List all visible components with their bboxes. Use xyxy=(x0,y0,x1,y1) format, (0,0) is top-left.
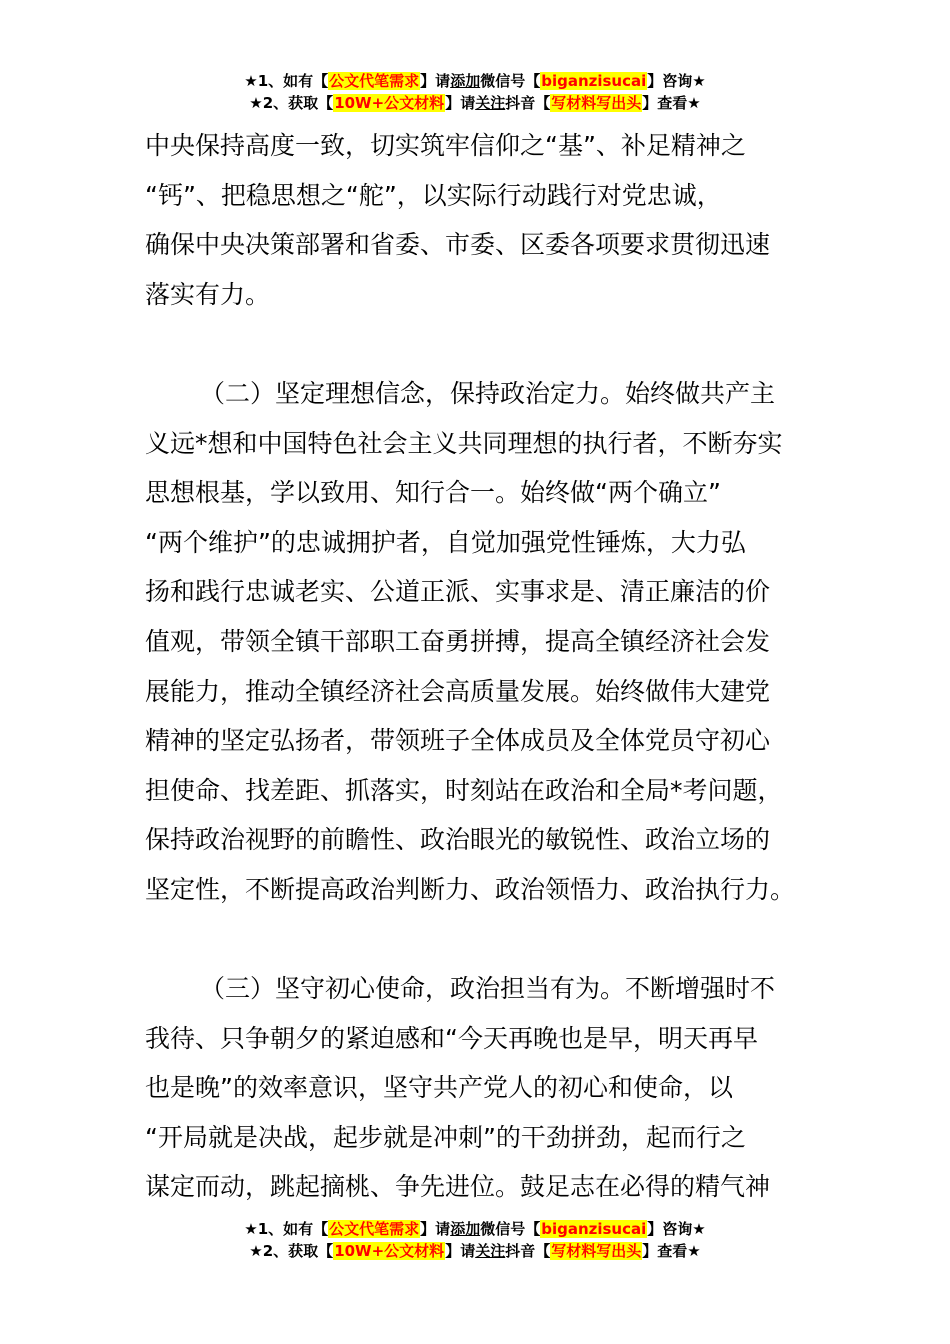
banner-underlined-text: 关注 xyxy=(475,94,506,112)
banner-text: 抖音【 xyxy=(505,94,551,112)
text-line: 我待、只争朝夕的紧迫感和“今天再晚也是早，明天再早 xyxy=(145,1023,758,1053)
document-body xyxy=(145,121,807,1212)
banner-text: ★1、如有【 xyxy=(244,1220,329,1238)
text-line: “钙”、把稳思想之“舵”，以实际行动践行对党忠诚， xyxy=(145,180,722,210)
banner-text: 】请 xyxy=(445,94,476,112)
banner-underlined-text: 添加 xyxy=(450,1220,481,1238)
text-line: 谋定而动，跳起摘桃、争先进位。鼓足志在必得的精气神 xyxy=(145,1172,771,1202)
footer-banner xyxy=(0,1218,950,1262)
text-line: 中央保持高度一致，切实筑牢信仰之“基”、补足精神之 xyxy=(145,131,746,160)
text-line: 义远*想和中国特色社会主义共同理想的执行者，不断夯实 xyxy=(145,428,783,458)
paragraph xyxy=(145,369,807,915)
banner-line-2 xyxy=(0,1240,950,1262)
header-banner xyxy=(0,70,950,114)
banner-text: 】请 xyxy=(420,72,451,90)
banner-text: 】咨询★ xyxy=(647,1220,706,1238)
text-line: 确保中央决策部署和省委、市委、区委各项要求贯彻迅速 xyxy=(145,230,771,260)
banner-highlight: 写材料写出头 xyxy=(551,1242,642,1260)
banner-text: 】查看★ xyxy=(642,94,701,112)
text-line: 值观，带领全镇干部职工奋勇拼搏，提高全镇经济社会发 xyxy=(145,626,771,656)
banner-highlight: biganzisucai xyxy=(541,72,647,90)
banner-text: 】请 xyxy=(445,1242,476,1260)
text-line: 落实有力。 xyxy=(145,279,271,309)
text-line: （二）坚定理想信念，保持政治定力。始终做共产主 xyxy=(200,378,776,408)
banner-highlight: 写材料写出头 xyxy=(551,94,642,112)
text-line: （三）坚守初心使命，政治担当有为。不断增强时不 xyxy=(200,974,776,1004)
banner-line-1 xyxy=(0,70,950,92)
banner-text: ★1、如有【 xyxy=(244,72,329,90)
banner-text: ★2、获取【 xyxy=(249,94,334,112)
banner-highlight: 公文代笔需求 xyxy=(329,72,420,90)
text-line: 精神的坚定弘扬者，带领班子全体成员及全体党员守初心 xyxy=(145,726,771,756)
paragraph xyxy=(145,121,807,319)
banner-highlight: 公文代笔需求 xyxy=(329,1220,420,1238)
text-line: “开局就是决战，起步就是冲刺”的干劲拼劲，起而行之 xyxy=(145,1122,746,1152)
banner-highlight: 10W+公文材料 xyxy=(334,94,445,112)
banner-text: 微信号【 xyxy=(480,1220,541,1238)
text-line: “两个维护”的忠诚拥护者，自觉加强党性锤炼，大力弘 xyxy=(145,527,746,557)
paragraph xyxy=(145,964,807,1212)
text-line: 保持政治视野的前瞻性、政治眼光的敏锐性、政治立场的 xyxy=(145,825,771,855)
banner-text: 抖音【 xyxy=(505,1242,551,1260)
text-line: 展能力，推动全镇经济社会高质量发展。始终做伟大建党 xyxy=(145,676,771,706)
banner-line-1 xyxy=(0,1218,950,1240)
banner-highlight: biganzisucai xyxy=(541,1220,647,1238)
banner-text: ★2、获取【 xyxy=(249,1242,334,1260)
text-line: 也是晚”的效率意识，坚守共产党人的初心和使命，以 xyxy=(145,1073,733,1103)
text-line: 担使命、找差距、抓落实，时刻站在政治和全局*考问题， xyxy=(145,775,783,805)
banner-underlined-text: 添加 xyxy=(450,72,481,90)
text-line: 坚定性，不断提高政治判断力、政治领悟力、政治执行力。 xyxy=(145,874,796,904)
banner-text: 】查看★ xyxy=(642,1242,701,1260)
text-line: 思想根基，学以致用、知行合一。始终做“两个确立” xyxy=(145,478,721,508)
banner-text: 】请 xyxy=(420,1220,451,1238)
banner-text: 微信号【 xyxy=(480,72,541,90)
banner-highlight: 10W+公文材料 xyxy=(334,1242,445,1260)
banner-line-2 xyxy=(0,92,950,114)
banner-underlined-text: 关注 xyxy=(475,1242,506,1260)
banner-text: 】咨询★ xyxy=(647,72,706,90)
text-line: 扬和践行忠诚老实、公道正派、实事求是、清正廉洁的价 xyxy=(145,577,771,607)
